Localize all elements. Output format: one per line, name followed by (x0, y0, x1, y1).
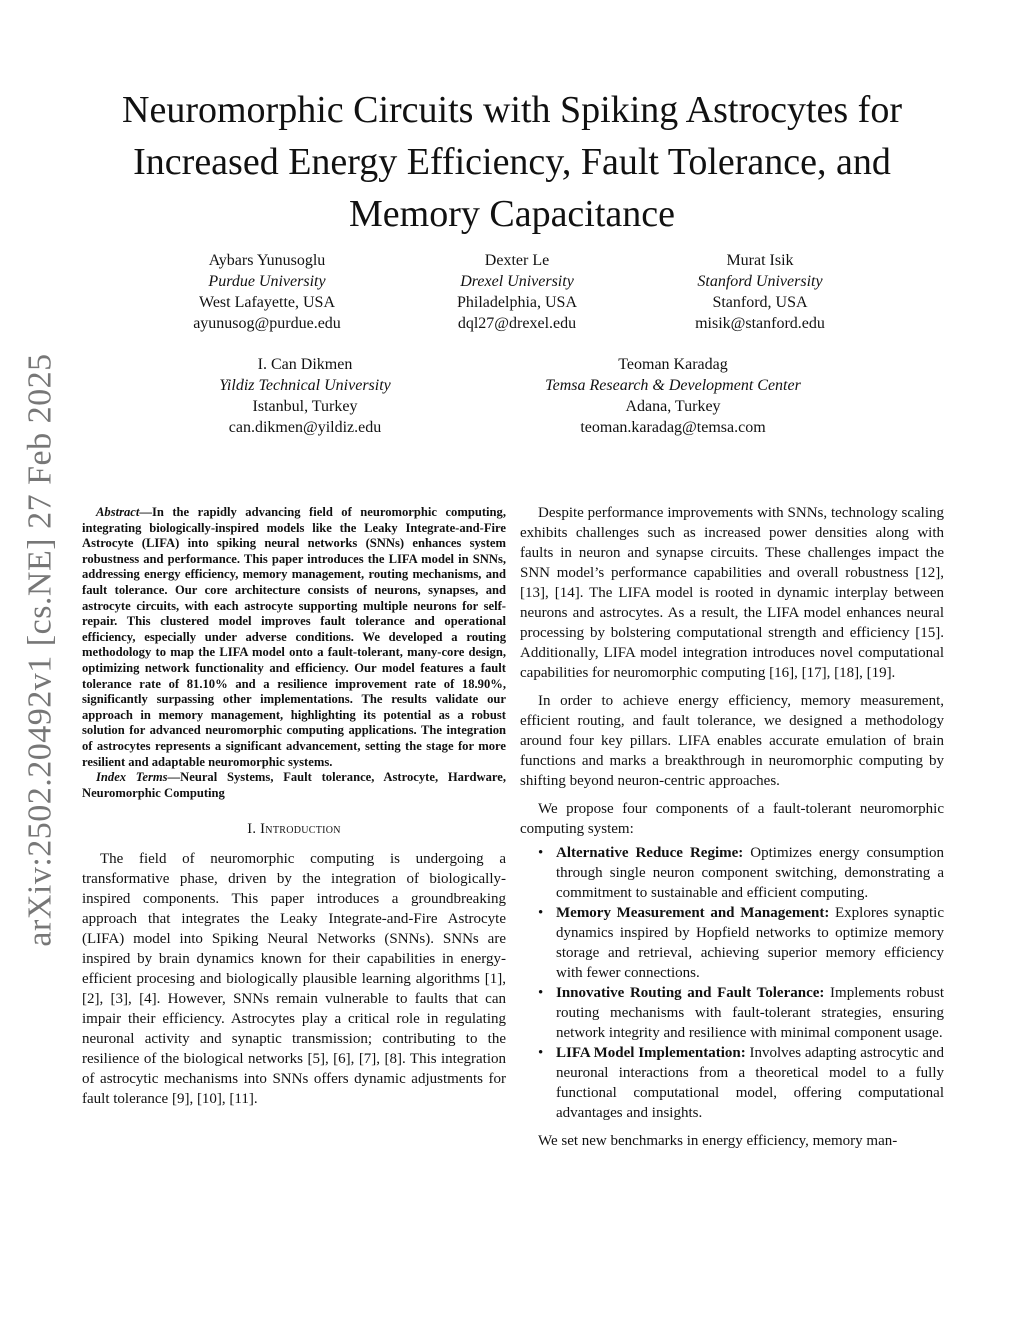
author-affiliation: Yildiz Technical University (219, 377, 391, 394)
author-name: Teoman Karadag (618, 356, 728, 373)
pillar-text: Implements robust routing mechanisms with fault-tolerant strategies, ensuring network integrity and resilience with minimal component usage. (556, 985, 944, 1041)
pillar-text: Involves adapting astrocytic and neuronal interactions from a theoretical model to a fully functional computational model, offering computational advantages and insights. (556, 1045, 944, 1121)
right-paragraph-2: In order to achieve energy efficiency, memory measurement, efficient routing, and fault tolerance, we designed a methodology around four key pillars. LIFA enables accurate emulation of brain functions and marks a breakthrough in neuromorphic computing by shifting beyond neuron-centric approaches. (520, 693, 944, 789)
right-paragraph-4: We set new benchmarks in energy efficiency, memory man- (538, 1133, 898, 1149)
arxiv-identifier-text: arXiv:2502.20492v1 [cs.NE] 27 Feb 2025 (22, 353, 59, 947)
author-affiliation: Purdue University (208, 273, 326, 290)
author-location: West Lafayette, USA (199, 294, 335, 311)
abstract-lead: Abstract (96, 505, 140, 519)
author-name: Murat Isik (726, 252, 794, 269)
left-column (82, 505, 506, 1117)
list-item (538, 903, 944, 983)
right-paragraph-1: Despite performance improvements with SNNs, technology scaling exhibits challenges such as increased power densities along with faults in neuron and synapse circuits. These challenges impact the SNN model’s performance capabilities and overall robustness [12], [13], [14]. The LIFA model is rooted in dynamic interplay between neurons and astrocytes. As a result, the LIFA model enhances neural processing by bolstering computational strength and efficiency [15]. Additionally, LIFA model integration introduces novel computational capabilities for neuromorphic computing [16], [17], [18], [19]. (520, 505, 944, 681)
intro-paragraph: The field of neuromorphic computing is undergoing a transformative phase, driven by the integration of biologically-inspired components. This paper introduces a groundbreaking approach that integrates the Leaky Integrate-and-Fire Astrocyte (LIFA) model into Spiking Neural Networks (SNNs). SNNs are inspired by brain dynamics known for their capabilities in energy-efficient procesing and biologically plausible learning algorithms [1], [2], [3], [4]. However, SNNs remain vulnerable to faults that can impair their efficiency. Astrocytes play a critical role in regulating neuronal activity and synaptic transmission; contributing to the resilience of the biological networks [5], [6], [7], [8]. This integration of astrocytic mechanisms into SNNs offers dynamic adjustments for fault tolerance [9], [10], [11]. (82, 851, 506, 1108)
abstract-text: —In the rapidly advancing field of neuromorphic computing, integrating biologically-inspired models like the Leaky Integrate-and-Fire Astrocyte (LIFA) into spiking neural networks (SNNs) enhances system robustness and performance. This paper introduces the LIFA model in SNNs, addressing energy efficiency, memory management, routing mechanisms, and fault tolerance. Our core architecture consists of neurons, synapses, and astrocyte circuits, with each astrocyte supporting multiple neurons for self-repair. This clustered model improves fault tolerance and operational efficiency, especially under adverse conditions. We developed a routing methodology to map the LIFA model onto a fault-tolerant, many-core design, optimizing network functionality and efficiency. Our model features a fault tolerance rate of 81.10% and a resilience improvement rate of 18.90%, significantly surpassing other implementations. The results validate our approach in memory management, highlighting its potential as a robust solution for advanced neuromorphic computing applications. The integration of astrocytes represents a significant advancement, setting the stage for more resilient and adaptable neuromorphic systems. (82, 505, 506, 769)
author-email: misik@stanford.edu (695, 315, 825, 332)
author-name: Aybars Yunusoglu (208, 252, 326, 269)
author-location: Stanford, USA (712, 294, 808, 311)
index-terms-lead: Index Terms (96, 770, 168, 785)
arxiv-identifier (6, 350, 76, 950)
author-email: ayunusog@purdue.edu (193, 315, 341, 332)
pillar-term: Innovative Routing and Fault Tolerance: (556, 985, 825, 1001)
index-terms-text: —Neural Systems, Fault tolerance, Astrocyte, Hardware, Neuromorphic Computing (82, 770, 506, 800)
author-affiliation: Drexel University (460, 273, 574, 290)
pillars-list (520, 843, 944, 1123)
section-heading-introduction: I. Introduction (247, 821, 341, 838)
list-item (538, 843, 944, 903)
author-email: can.dikmen@yildiz.edu (228, 419, 382, 436)
author-location: Istanbul, Turkey (252, 398, 358, 415)
author-location: Adana, Turkey (625, 398, 721, 415)
author-block-4 (155, 354, 455, 438)
pillar-text: Explores synaptic dynamics inspired by Hopfield networks to optimize memory storage and retrieval, achieving superior memory efficiency with fewer connections. (556, 905, 944, 981)
index-terms (82, 770, 506, 801)
pillar-text: Optimizes energy consumption through single neuron component switching, demonstrating a commitment to sustainable and efficient computing. (556, 845, 944, 901)
author-affiliation: Stanford University (697, 273, 823, 290)
author-affiliation: Temsa Research & Development Center (545, 377, 801, 394)
list-item (538, 1043, 944, 1123)
author-block-5 (518, 354, 828, 438)
author-name: I. Can Dikmen (257, 356, 353, 373)
paper-title: Neuromorphic Circuits with Spiking Astrocytes for Increased Energy Efficiency, Fault Tolerance, and Memory Capacitance (122, 89, 902, 235)
right-paragraph-3: We propose four components of a fault-tolerant neuromorphic computing system: (520, 801, 944, 837)
pillar-term: Memory Measurement and Management: (556, 905, 830, 921)
author-block-3 (610, 250, 910, 334)
abstract (82, 505, 506, 770)
list-item (538, 983, 944, 1043)
right-column (520, 503, 944, 1159)
author-location: Philadelphia, USA (457, 294, 577, 311)
author-email: dql27@drexel.edu (457, 315, 577, 332)
author-name: Dexter Le (484, 252, 550, 269)
pillar-term: LIFA Model Implementation: (556, 1045, 746, 1061)
author-email: teoman.karadag@temsa.com (580, 419, 766, 436)
pillar-term: Alternative Reduce Regime: (556, 845, 744, 861)
